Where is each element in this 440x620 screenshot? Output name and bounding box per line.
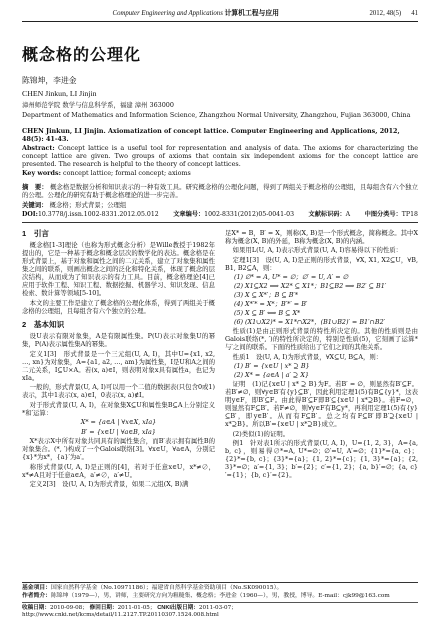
- running-head: [22, 10, 418, 22]
- left-column: [22, 229, 215, 490]
- received-label: 收稿日期：: [22, 605, 50, 612]
- revised-label: 修回日期：: [89, 605, 118, 612]
- cnki-label: CNKI出版日期：: [157, 605, 199, 612]
- paragraph: X*表示X中所有对象共同具有的属性集合，而B′表示拥有属性B的对象集合。(*, ′)构成了一个Galois联络[3]。∀x∈U，∀a∈A，分别记{x}*为x*，{a}′为a′。: [22, 437, 215, 462]
- doi-label: DOI:: [22, 210, 38, 218]
- keywords-en: [22, 169, 418, 177]
- keywords-cn: [22, 201, 418, 209]
- running-head-right: [369, 10, 418, 18]
- fund-text: 国家自然科学基金（No.10971186）；福建省自然科学基金资助项目（No.SK090015）。: [51, 585, 283, 591]
- revised-date: 2011-01-05；: [117, 605, 156, 612]
- formula-star: X* = {a∈A | ∀x∈X, xIa}: [80, 418, 157, 427]
- paragraph: 性质(1)是由正则形式背景的特性所决定的。其他的性质则是由Galois联络(*, ′)的特性所决定的，特别是性质(5)，它刻画了运算*与′之间的联系。下面的性质给出了它们之间的其他关系。: [225, 327, 418, 352]
- citation: CHEN Jinkun, LI Jinjin. Axiomatization of concept lattice. Computer Engineering and Applications, 2012, 48(5): 41-43.: [22, 126, 400, 143]
- keywords-en-text: concept lattice; formal concept; axioms: [63, 168, 191, 177]
- dates-line: [22, 602, 418, 620]
- theorem-item: (5) X ⊆ B′ ⟺ B ⊆ X*: [233, 309, 301, 318]
- proof: 证明 (1)记{x∈U | x* ⊇ B}为F。若B′ = ∅，则显然有B′⊆F。若B′≠∅，则∀y∈B′有{y}⊆B′，因此利用定理1(5)有B⊆{y}*，这表明y∈F，即B′⊆F。由此得B′⊆F即B′⊆{x∈U | x*⊇B}。若F=∅，则显然有F⊆B′。若F≠∅，则∀y∈F有B⊆y*，再利用定理1(5)有{y}⊆B′，即y∈B′。从而有F⊆B′。总之均有F⊆B′即B′⊇{x∈U | x*⊇B}。所以B′={x∈U | x*⊇B}成立。: [225, 380, 418, 429]
- paragraph: 足X* = B，B′ = X，则称(X, B)是一个形式概念，简称概念。其中X称为概念(X, B)的外延，B称为概念(X, B)的内涵。: [225, 228, 418, 245]
- abstract-cn-text: 概念格是数据分析和知识表示的一种有效工具。研究概念格的公理化问题，得到了两组关于概念格的公理组，且每组含有六个独立的公理。公理化的研究有助于概念格理论的进一步完善。: [22, 182, 419, 199]
- paragraph: 概念格[1-3]理论（也称为形式概念分析）是Wille教授于1982年提出的，它是一种基于概念和概念层次的数学化的表达。概念格是在形式背景上，基于对象和属性之间的二元关系，建立了对象集和属性集之间的联系，则画出概念之间的泛化和特化关系，体现了概念的层次结构，从而成为了知识表示的有力工具。目前，概念格理论[4]已应用于软件工程、知识工程、数据挖掘、机器学习、知识发现、信息检索、数计算等领域[5-10]。: [22, 241, 215, 298]
- property-1: 性质1 设(U, A, I)为形式背景，∀X⊆U, B⊆A，则：: [232, 352, 383, 361]
- received-date: 2010-09-08；: [49, 605, 88, 612]
- paper-title: 概念格的公理化: [22, 47, 142, 65]
- article-number: [173, 211, 294, 219]
- example-1: 例1 针对表1所示的形式背景(U, A, I)，U={1, 2, 3}，A={a, b, c}，则易得∅*=A, U*=∅；∅′=U, A′=∅；{1}*={a, c}；{2}*={b, c}；{3}*={a}；{1, 2}*={c}；{1, 3}*={a}；{2, 3}*=∅；a′={1, 3}；b′={2}；c′={1, 2}；{a, b}′=∅；{a, c}′={1}；{b, c}′={2}。: [225, 439, 418, 480]
- abstract-en-text: Concept lattice is a useful tool for representation and analysis of data. The axioms for characterizing the concept lattice are given. Two groups of axioms that contain six independent axioms for the concept lattice are presented. The research is helpful to the theory of concept lattices.: [22, 143, 418, 168]
- doi: [22, 211, 159, 219]
- paragraph: 设U表示有限对象集，A是有限属性集。P(U)表示对象集U的幂集，P(A)表示属性集A的幂集。: [22, 332, 215, 349]
- definition-2: 定义2[3] 设(U, A, I)为形式背景，如果二元组(X, B)满: [29, 480, 189, 489]
- fund-label: 基金项目：: [22, 585, 51, 591]
- paragraph: 对于形式背景(U, A, I)，在对象集X⊆U和属性集B⊆A上分别定义*和′运算：: [22, 400, 215, 417]
- affiliation-cn: 漳州师范学院 数学与信息科学系，福建 漳州 363000: [22, 100, 174, 109]
- journal-name-en: Computer Engineering and Applications: [112, 10, 223, 17]
- clc-value: TP18: [401, 210, 418, 218]
- journal-name-cn: 计算机工程与应用: [224, 10, 279, 17]
- paragraph: 如果用L(U, A, I)表示形式背景(U, A, I)容易得以下的性质：: [232, 246, 403, 255]
- author-note: [22, 593, 418, 601]
- cnki-url[interactable]: http://www.cnki.net/kcms/detail/11.2127.TP.20110307.1524.008.html: [22, 612, 219, 619]
- abstract-en: [22, 144, 418, 168]
- right-column: [225, 229, 418, 490]
- paragraph: 一般的，形式背景(U, A, I)可以用一个二值的数据表(只包含0或1)表示，其中1表示(x, a)∈I，0表示(x, a)∉I。: [22, 383, 215, 400]
- paragraph: (2)类似(1)的证明。: [232, 429, 290, 438]
- theorem-item: (1) ∅* = A, U* = ∅；∅′ = U, A′ = ∅: [233, 273, 349, 282]
- running-head-journal: [22, 10, 369, 18]
- document-code-value: A: [345, 210, 351, 218]
- paragraph: 称形式背景(U, A, I)是正则的[4]，若对于任意x∈U，x*≠∅，x*≠A且对于任意a∈A，a′≠∅，a′≠U。: [22, 462, 215, 479]
- section-basics-heading: 2 基本知识: [22, 319, 65, 329]
- definition-1: 定义1[3] 形式背景是一个三元组(U, A, I)，其中U={x1, x2, …, xn}为对象集，A={a1, a2, …, am}为属性集，I是U和A之间的二元关系，I⊆U×A。若(x, a)∈I，则表明对象x具有属性a，也记为xIa。: [22, 349, 215, 382]
- abstract-en-label: Abstract:: [22, 143, 55, 152]
- theorem-item: (2) X1⊆X2 ⟹ X2* ⊆ X1*；B1⊆B2 ⟹ B2′ ⊆ B1′: [233, 282, 387, 291]
- article-number-label: 文章编号：: [173, 210, 205, 218]
- document-code: [309, 211, 351, 219]
- authors-en: CHEN Jinkun, LI Jinjin: [22, 89, 97, 99]
- page-number: 41: [411, 10, 418, 17]
- author-label: 作者简介：: [22, 592, 51, 599]
- article-meta: [22, 211, 418, 223]
- clc-number: [365, 211, 418, 219]
- theorem-item: (4) X*′* = X*；B′*′ = B′: [233, 300, 308, 309]
- keywords-en-label: Key words:: [22, 168, 61, 177]
- theorem-1: 定理1[3] 设(U, A, I)是正则的形式背景，∀X, X1, X2⊆U，∀B, B1, B2⊆A，则：: [225, 255, 418, 272]
- property-item: (1) B′ = {x∈U | x* ⊇ B}: [233, 362, 310, 371]
- clc-label: 中图分类号：: [364, 210, 402, 218]
- section-introduction-heading: 1 引言: [22, 228, 50, 238]
- formula-prime: B′ = {x∈U | ∀a∈B, xIa}: [81, 427, 156, 436]
- cnki-date: 2011-03-07；: [198, 605, 237, 612]
- authors-cn: 陈锦坤，李进金: [22, 76, 77, 86]
- theorem-item: (6) (X1∪X2)* = X1*∩X2*，(B1∪B2)′ = B1′∩B2′: [233, 318, 386, 327]
- fund-note: [22, 585, 418, 593]
- abstract-cn: [22, 183, 418, 199]
- affiliation-en: Department of Mathematics and Information Science, Zhangzhou Normal University, Zhangzhou, Fujian 363000, China: [22, 110, 411, 119]
- footnotes: [22, 582, 418, 620]
- keywords-cn-label: 关键词：: [22, 200, 48, 209]
- issue-info: 2012, 48(5): [369, 10, 402, 17]
- keywords-cn-text: 概念格；形式背景；公理组: [49, 200, 127, 209]
- property-item: (2) X* = {a∈A | a′ ⊇ X}: [233, 371, 309, 380]
- author-text: 陈锦坤（1979—），男，讲师，主要研究方向为粗糙集、概念格；李进金（1960—），男，教授，博导。E-mail：cjk99@163.com: [51, 592, 390, 599]
- doi-value: 10.3778/j.issn.1002-8331.2012.05.012: [37, 210, 159, 218]
- document-code-label: 文献标识码：: [308, 210, 346, 218]
- paragraph: 本文的主要工作是建立了概念格的公理化体系，得到了两组关于概念格的公理组，且每组含有六个独立的公理。: [22, 298, 215, 315]
- theorem-item: (3) X ⊆ X*′；B ⊆ B′*: [233, 291, 299, 300]
- article-number-value: 1002-8331(2012)05-0041-03: [204, 210, 295, 218]
- body-columns: [22, 229, 418, 490]
- abstract-cn-label: 摘 要：: [22, 182, 48, 191]
